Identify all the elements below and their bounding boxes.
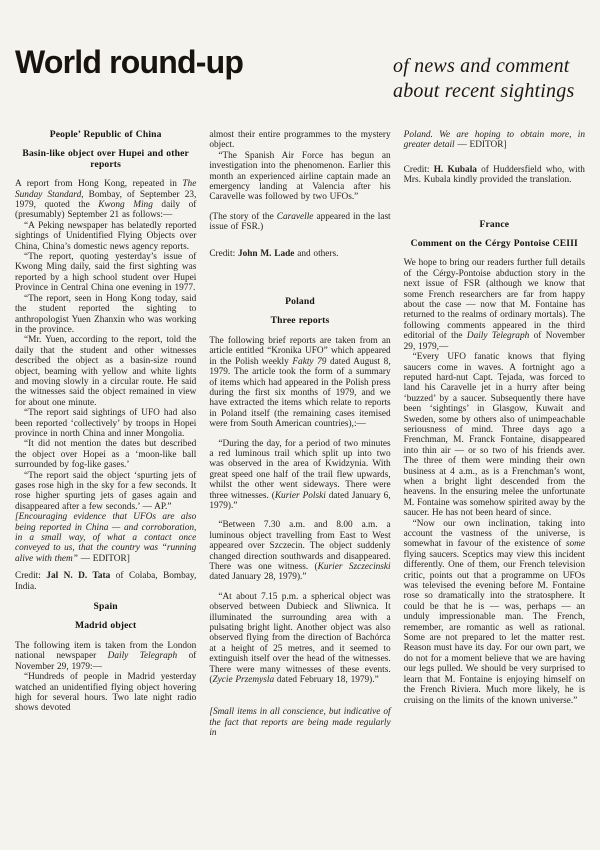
text-run: Kwong Ming <box>98 200 153 211</box>
text-run: some <box>565 539 585 550</box>
page-title: World round-up <box>15 44 244 80</box>
text-run: daily of (presumably) September 21 as follows:— <box>15 200 197 221</box>
text-run: Spain <box>93 601 118 613</box>
text-run: France <box>479 218 510 230</box>
article-title <box>404 239 585 249</box>
text-run: of November 29, 1979:— <box>15 651 197 672</box>
paragraph <box>209 151 390 203</box>
text-run: appeared in the last issue of FSR.) <box>209 211 391 233</box>
text-run: dated February 18, 1979).” <box>274 675 379 686</box>
paragraph <box>15 294 196 336</box>
text-run: “It did not mention the dates but described the object over Hopei as a ‘moon-like ball surrounded by fog-like gases.’ <box>15 439 197 471</box>
text-run: People’ Republic of China <box>49 129 162 140</box>
text-run: “The report, quoting yesterday’s issue of Kwong Ming daily, said the first sighting was reported by a high school student over Hupei Province in Central China one evening in 1977. <box>15 252 197 294</box>
text-run: The following brief reports are taken from an article entitled “Kronika UFO” which appeared in the Polish weekly <box>209 335 391 367</box>
text-run: — EDITOR] <box>77 553 130 564</box>
text-run: Basin-like object over Hupei and other reports <box>22 148 189 170</box>
paragraph <box>15 335 196 408</box>
paragraph <box>209 130 390 151</box>
text-run: The following item is taken from the London national newspaper <box>15 640 197 662</box>
text-run: [Encouraging evidence that UFOs are also being reported in China — and corroboration, in a small way, of what a contact once conveyed to us, that the country was “running alive with them” <box>15 512 197 564</box>
paragraph <box>209 336 390 430</box>
text-run: Credit: <box>209 248 238 259</box>
spacer <box>209 233 390 242</box>
text-run: Kurier Polski <box>274 490 326 501</box>
paragraph <box>15 252 196 294</box>
paragraph <box>15 179 196 221</box>
text-run: “Mr. Yuen, according to the report, told the daily that the student and other witnesses described the object as a basin-size round object, beaming with yellow and white lights and moving slowly in a circular route. He said the witnesses said the object remained in view for about one minute. <box>15 335 197 408</box>
text-run: Madrid object <box>75 620 137 632</box>
tagline-line-1: of news and comment <box>393 55 570 77</box>
text-run: of Colaba, Bombay, India. <box>15 571 197 592</box>
editor-note <box>404 130 585 151</box>
text-run: “During the day, for a period of two minutes a red luminous trail which split up into two was observed in the area of Kwidzynia. With great speed one half of the trail flew upwards, whilst the other went sideways. There were three witnesses. ( <box>209 438 391 501</box>
text-run: Credit: <box>15 571 47 582</box>
text-run: Daily Telegraph <box>466 331 530 342</box>
section-heading <box>209 297 390 307</box>
text-run: (The story of the <box>209 211 277 222</box>
text-run: John M. Lade <box>237 248 295 259</box>
paragraph <box>209 212 390 233</box>
spacer <box>404 186 585 220</box>
credit-line <box>15 571 196 592</box>
article-title <box>15 149 196 170</box>
credit-line <box>209 249 390 259</box>
editor-note <box>15 512 196 564</box>
paragraph <box>404 352 585 519</box>
paragraph <box>209 592 390 686</box>
text-run: “The report, seen in Hong Kong today, said the student reported the sighting to anthropologist Yuen Zhanxin who was working in the province. <box>15 293 197 335</box>
spacer <box>209 583 390 592</box>
column-right <box>404 130 585 739</box>
paragraph <box>404 519 585 706</box>
paragraph <box>15 408 196 439</box>
section-heading <box>404 220 585 230</box>
text-run: “Between 7.30 a.m. and 8.00 a.m. a luminous object travelling from East to West appeared over Szczecin. The object suddenly changed direction southwards and disappeared. There was one witness. ( <box>209 520 391 572</box>
text-run: Poland. We are hoping to obtain more, in greater detail <box>403 130 585 151</box>
text-run: “A Peking newspaper has belatedly reported sightings of Unidentified Flying Objects over China, China’s domestic news agency reports. <box>15 220 197 252</box>
text-run: almost their entire programmes to the mystery object. <box>209 130 391 151</box>
text-run: Three reports <box>270 315 330 327</box>
paragraph <box>404 258 585 352</box>
article-title <box>15 621 196 631</box>
article-title <box>209 316 390 326</box>
text-run: dated January 6, 1979).” <box>209 490 391 511</box>
text-run: Zycie Przemysla <box>212 675 275 686</box>
text-run: “Hundreds of people in Madrid yesterday watched an unidentified flying object hovering high for several hours. Two late night radio shows devoted <box>15 672 197 714</box>
text-run: — EDITOR] <box>454 140 507 151</box>
paragraph <box>209 520 390 582</box>
text-run: Fakty 79 <box>292 356 327 367</box>
text-run: H. Kubala <box>433 164 477 175</box>
paragraph <box>15 641 196 672</box>
spacer <box>209 259 390 297</box>
text-run: of November 29, 1979,— <box>403 331 585 352</box>
paragraph <box>209 439 390 512</box>
column-middle <box>209 130 390 739</box>
text-run: , Bombay, of September 23, 1979, quoted the <box>15 189 197 211</box>
text-run: and others. <box>294 248 339 259</box>
text-run: Jal N. D. Tata <box>46 571 111 582</box>
section-heading <box>15 130 196 140</box>
text-run: Credit: <box>403 164 434 175</box>
text-run: flying saucers. Sceptics may view this incident differently. One of them, our French television critic, points out that a programme on UFOs was televised the evening before M. Fontaine rose so dramatically into the stratosphere. It could be that he is — was, perhaps — an unduly impressionable man. The French, remember, are romantic as well as rational. Some are not prepared to let the matter rest. Reason must have its day. For our own part, we do not for a moment believe that we are having our legs pulled. We should be very surprised to learn that M. Fontaine is enjoying himself on the French Riviera. Much more likely, he is cruising on the limits of the known universe.” <box>403 549 585 706</box>
page-tagline <box>393 54 585 104</box>
column-left <box>15 130 196 739</box>
text-run: Caravelle <box>276 211 314 222</box>
text-run: of Huddersfield who, with Mrs. Kubala kindly provided the translation. <box>403 164 585 186</box>
text-run: dated January 28, 1979).” <box>209 572 307 583</box>
paragraph <box>15 221 196 252</box>
text-run: “The report said the object ‘spurting jets of gases rose high in the sky for a few seconds. It rose higher spurting jets of gases again and disappeared after a few seconds.’ — AP.” <box>15 470 197 512</box>
paragraph <box>15 471 196 513</box>
section-heading <box>15 602 196 612</box>
text-run: Kurier Szczecinski <box>317 562 391 572</box>
spacer <box>209 203 390 212</box>
spacer <box>404 151 585 158</box>
text-run: Poland <box>285 296 315 308</box>
text-run: The Sunday Standard <box>15 179 197 200</box>
credit-line <box>404 165 585 186</box>
tagline-line-2: about recent sightings <box>393 80 575 102</box>
text-run: Comment on the Cérgy Pontoise CEIII <box>410 238 578 250</box>
text-run: “Now our own inclination, taking into account the vastness of the universe, is somewhat in favour of the existence of <box>403 518 585 550</box>
text-run: “The Spanish Air Force has begun an investigation into the phenomenon. Earlier this month an experienced airline captain made an emergency landing at Valencia after his Caravelle was followed by two UFOs.” <box>209 150 391 203</box>
text-run: “Every UFO fanatic knows that flying saucers come in waves. A fortnight ago a reputed hard-nut Capt. Tejada, was forced to land his Caravelle jet in a hurry after being ‘buzzed’ by a saucer. Subsequently there have been ‘sightings’ in Glasgow, Kuwait and Sweden, some by others also of unimpeachable seriousness of mind. Three days ago a Frenchman, M. Franck Fontaine, disappeared into thin air — or so two of his friends aver. The three of them were minding their own business at 4 a.m., as is a Frenchman’s wont, when a bright light descended from the heavens. In the ensuring melee the unfortunate M. Fontaine was somehow spirited away by the saucer. He has not been heard of since. <box>403 352 585 519</box>
spacer <box>209 430 390 439</box>
text-run: “The report said sightings of UFO had also been reported ‘collectively’ by troops in Hopei province in north China and inner Mongolia. <box>15 408 197 439</box>
text-run: “At about 7.15 p.m. a spherical object was observed between Dubieck and Sliwnica. It illuminated the surrounding area with a pulsating bright light. Another object was also observed flying from the direction of Bachórca at a height of 25 metres, and it seemed to extinguish itself over the head of the witnesses. There were many witnesses of these events. ( <box>209 591 391 686</box>
editor-note <box>209 707 390 738</box>
text-run: Daily Telegraph <box>107 651 178 662</box>
paragraph <box>15 672 196 714</box>
spacer <box>209 685 390 707</box>
text-run: dated August 8, 1979. The article took the form of a summary of items which had appeared in the Polish press during the first six months of 1979, and we have extracted the items which relate to reports in Poland itself (the remaining cases itemised were from South American countries),:— <box>209 356 391 430</box>
article-columns <box>0 130 600 739</box>
paragraph <box>15 439 196 470</box>
spacer <box>209 511 390 520</box>
text-run: We hope to bring our readers further full details of the Cérgy-Pontoise abduction story in the next issue of FSR (although we know that some French researchers are far from happy about the case — now that M. Fontaine has returned to the realms of ordinary mortals). The following comments appeared in the third editorial of the <box>403 258 585 342</box>
page-header <box>0 0 600 130</box>
text-run: A report from Hong Kong, repeated in <box>15 179 183 190</box>
text-run: [Small items in all conscience, but indicative of the fact that reports are being made regularly in <box>209 707 391 739</box>
